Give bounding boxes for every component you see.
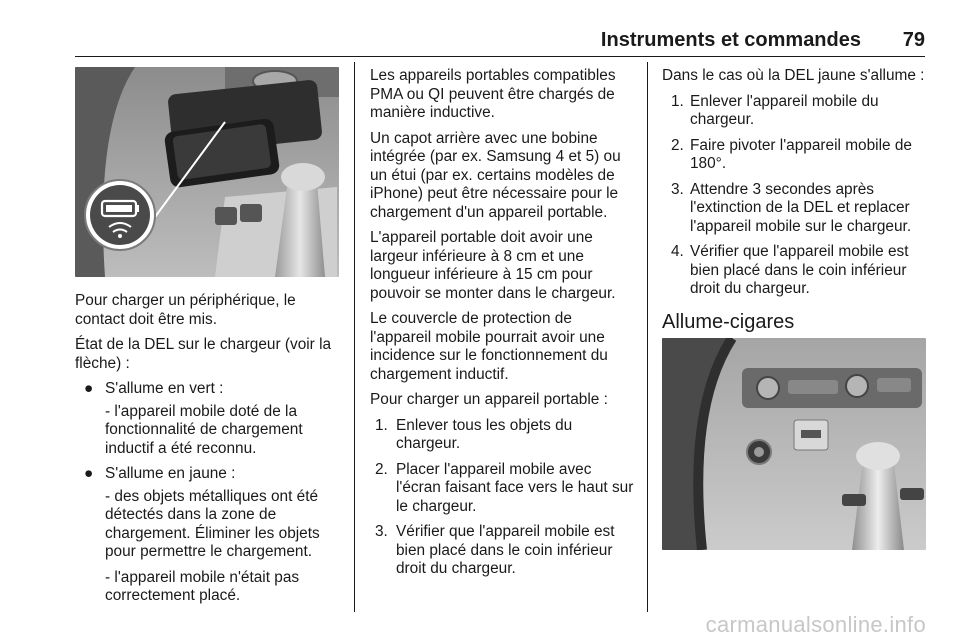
step-number: 1. (671, 92, 684, 110)
step-text: Placer l'appareil mobile avec l'écran faisant face vers le haut sur le chargeur. (396, 460, 634, 515)
step-text: Vérifier que l'appareil mobile est bien placé dans le coin inférieur droit du chargeur. (396, 523, 615, 577)
list-item-detail: - l'appareil mobile n'était pas correctement placé. (105, 568, 300, 604)
column-1 (75, 292, 345, 613)
list-item-detail: - l'appareil mobile doté de la fonctionnalité de chargement inductif a été reconnu. (105, 402, 303, 457)
step-number: 2. (671, 136, 684, 154)
step-number: 4. (671, 243, 684, 260)
section-heading: Allume-cigares (662, 310, 795, 333)
bullet-label: S'allume en jaune : (105, 465, 236, 482)
step-text: Attendre 3 secondes après l'extinction de la DEL et replacer l'appareil mobile sur le chargeur. (690, 180, 912, 235)
paragraph: Un capot arrière avec une bobine intégrée (par ex. Samsung 4 et 5) ou un étui (par ex. certains modèles de iPhone) peut être nécessaire pour le chargement d'un appareil portable. (370, 129, 621, 221)
step-number: 1. (375, 416, 388, 434)
list-item (662, 93, 928, 130)
bullet-label: S'allume en vert : (105, 380, 224, 397)
list-item (370, 461, 636, 517)
paragraph: Le couvercle de protection de l'appareil mobile pourrait avoir une incidence sur le fonctionnement du chargement inductif. (370, 310, 608, 383)
paragraph: L'appareil portable doit avoir une largeur inférieure à 8 cm et une longueur inférieure à 15 cm pour pouvoir se monter dans le chargeur. (370, 229, 616, 302)
step-text: Vérifier que l'appareil mobile est bien placé dans le coin inférieur droit du chargeur. (690, 243, 909, 297)
column-divider-1 (354, 62, 355, 612)
step-text: Faire pivoter l'appareil mobile de 180°. (690, 136, 912, 172)
page-header (75, 27, 925, 57)
list-item (370, 523, 636, 579)
list-item (75, 465, 345, 484)
paragraph: État de la DEL sur le chargeur (voir la flèche) : (75, 336, 332, 372)
bullet-icon: ● (84, 380, 94, 397)
page-number: 79 (902, 29, 925, 51)
list-item (370, 417, 636, 454)
step-text: Enlever tous les objets du chargeur. (396, 416, 573, 452)
column-3 (662, 67, 928, 331)
bullet-icon: ● (84, 465, 94, 482)
step-number: 3. (671, 180, 684, 198)
list-item (662, 243, 928, 299)
header-title: Instruments et commandes (600, 29, 861, 51)
watermark: carmanualsonline.info (705, 612, 926, 637)
step-number: 3. (375, 523, 388, 540)
paragraph: Dans le cas où la DEL jaune s'allume : (662, 67, 925, 84)
paragraph: Pour charger un périphérique, le contact doit être mis. (75, 292, 296, 328)
list-item (662, 137, 928, 174)
list-item (75, 380, 345, 399)
header-rule (75, 56, 925, 57)
cigarette-lighter-illustration (662, 338, 926, 550)
list-item (662, 181, 928, 237)
step-number: 2. (375, 460, 388, 478)
column-divider-2 (647, 62, 648, 612)
step-text: Enlever l'appareil mobile du chargeur. (690, 92, 879, 128)
paragraph: Les appareils portables compatibles PMA ou QI peuvent être chargés de manière inductive. (370, 67, 616, 121)
paragraph: Pour charger un appareil portable : (370, 391, 608, 408)
list-item-detail: - des objets métalliques ont été détectés dans la zone de chargement. Éliminer les objets pour permettre le chargement. (105, 487, 320, 560)
charger-illustration (75, 67, 339, 277)
column-2 (370, 67, 636, 586)
